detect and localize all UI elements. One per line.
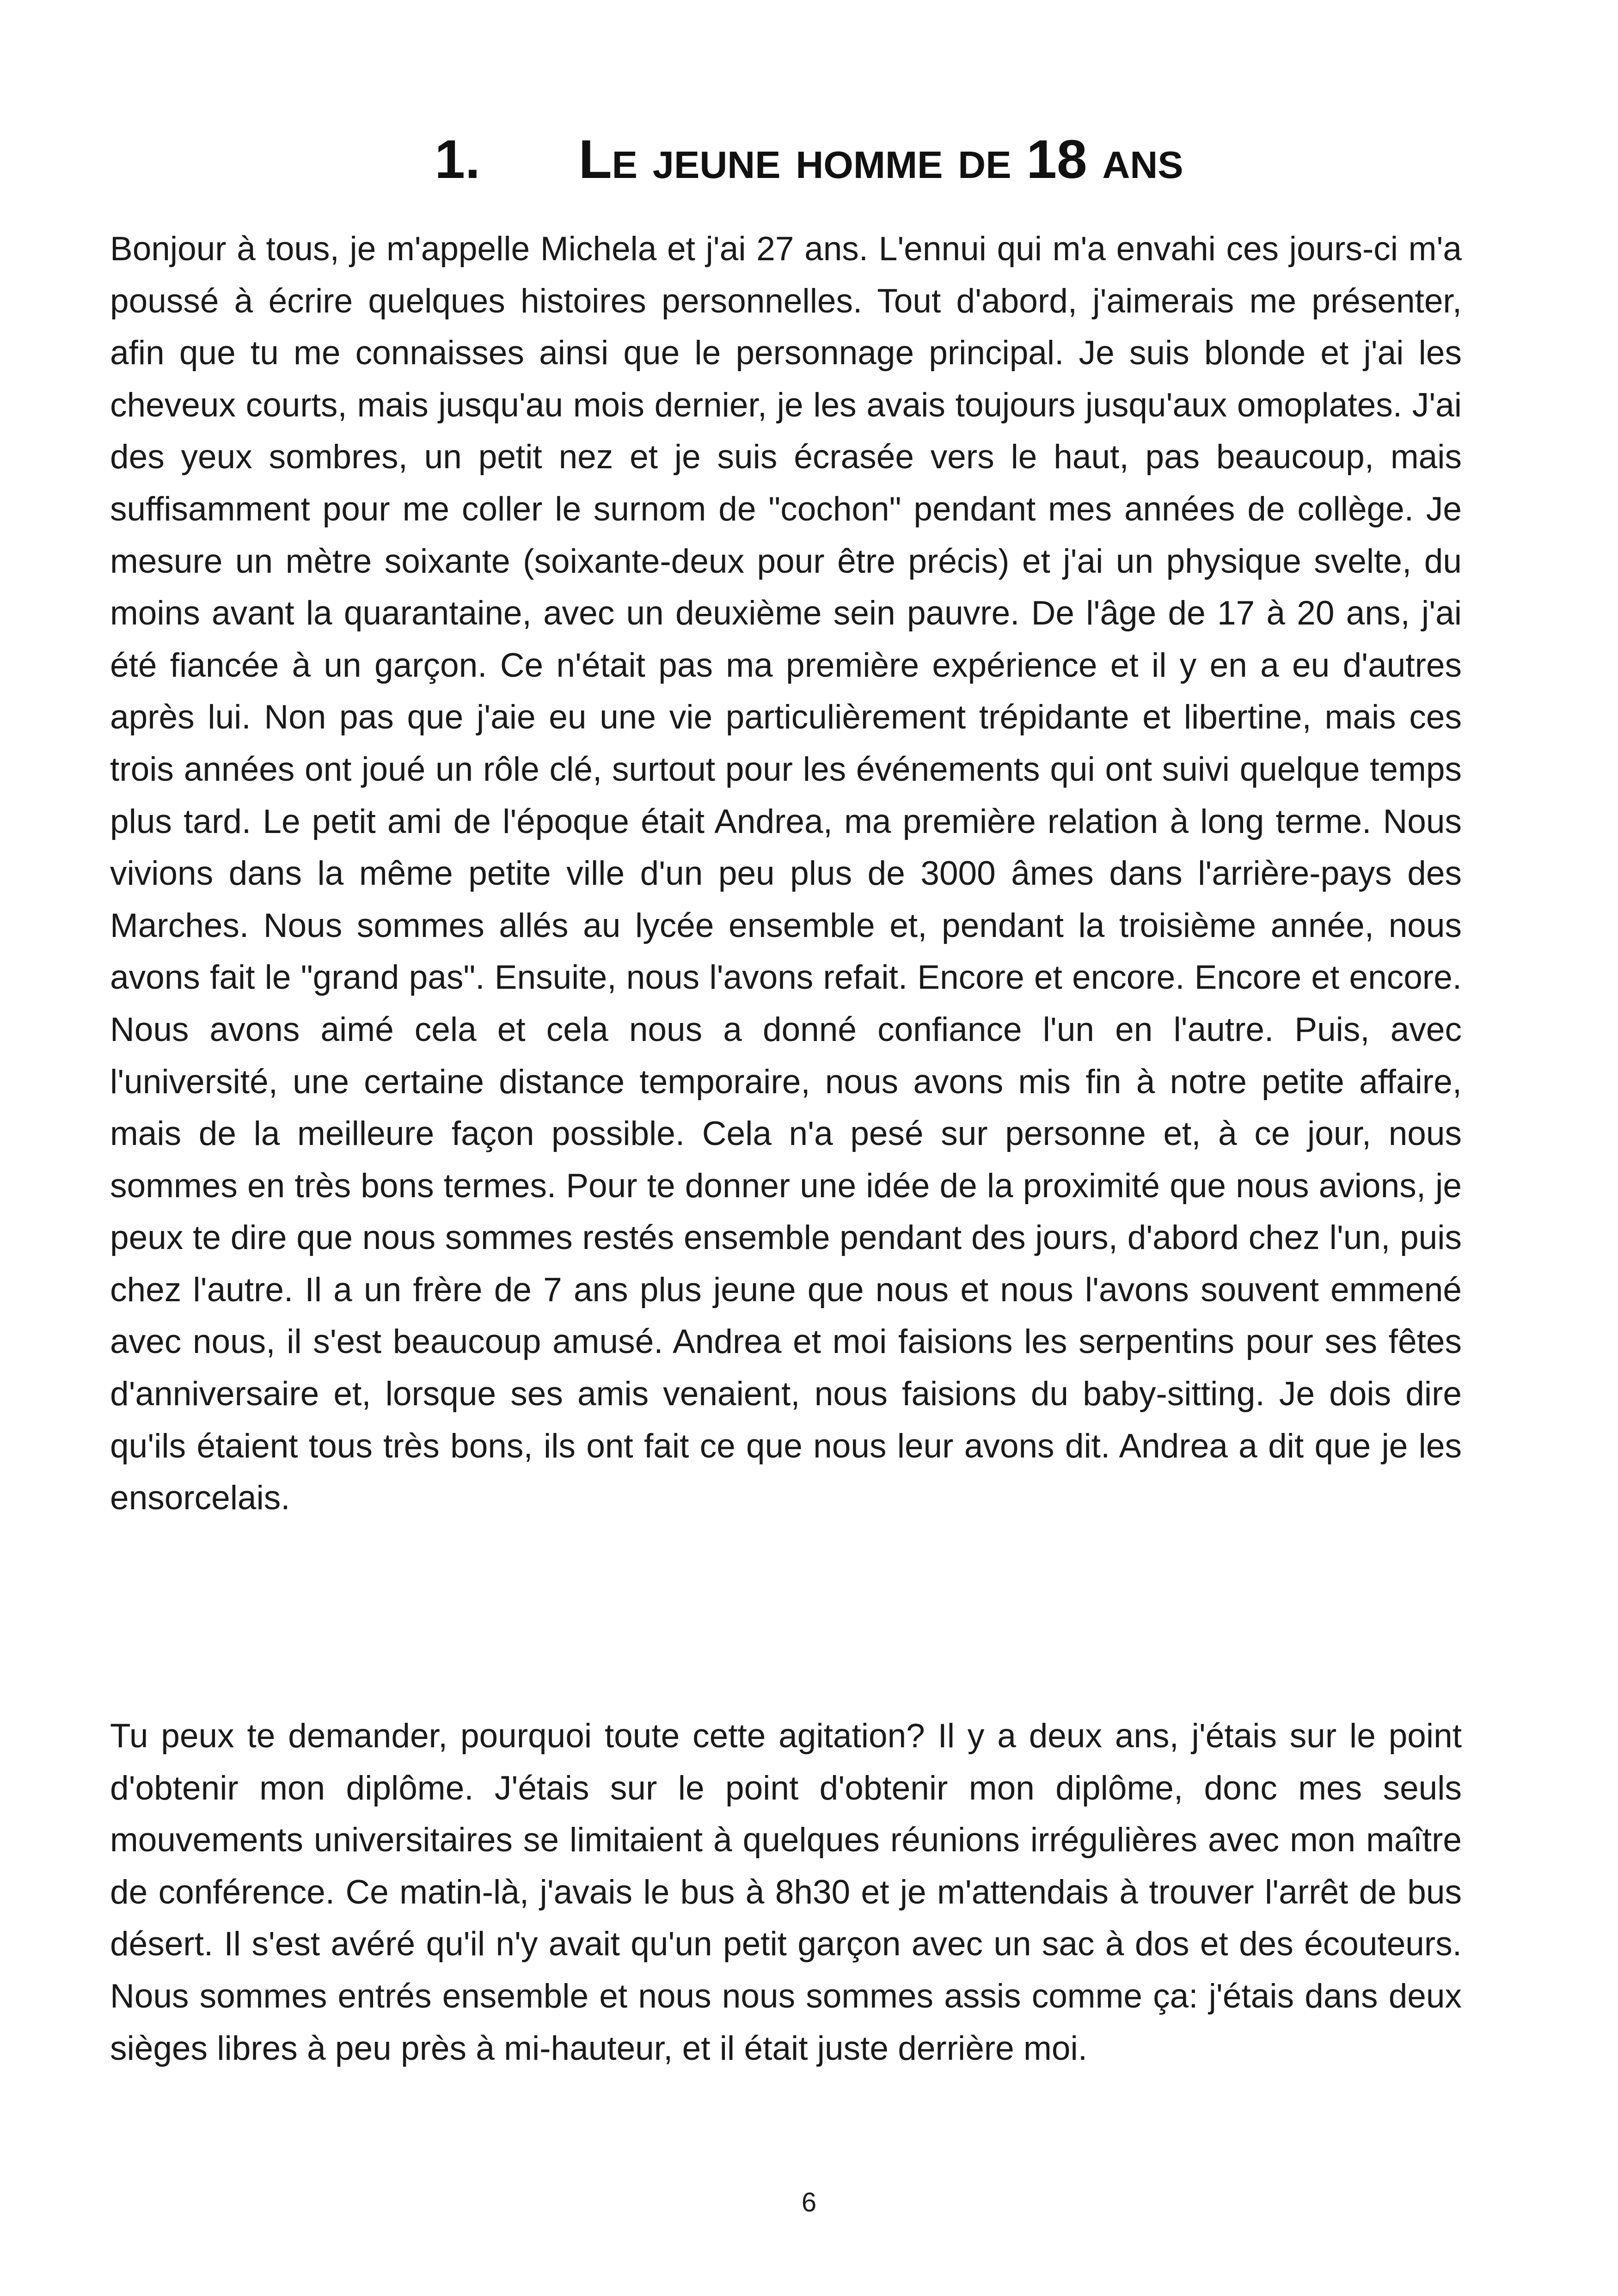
page-number: 6 — [801, 2187, 817, 2217]
body-paragraph-2: Tu peux te demander, pourquoi toute cette agitation? Il y a deux ans, j'étais sur le point d'obtenir mon diplôme. J'étais sur le point d'obtenir mon diplôme, donc mes seuls mouvements universitaires se limitaient à quelques réunions irrégulières avec mon maître de conférence. Ce matin-là, j'avais le bus à 8h30 et je m'attendais à trouver l'arrêt de bus désert. Il s'est avéré qu'il n'y avait qu'un petit garçon avec un sac à dos et des écouteurs. Nous sommes entrés ensemble et nous nous sommes assis comme ça: j'étais dans deux sièges libres à peu près à mi-hauteur, et il était juste derrière moi. — [110, 1717, 1462, 2067]
chapter-heading — [0, 122, 1618, 196]
chapter-title: Le jeune homme de 18 ans — [578, 129, 1183, 190]
chapter-number: 1. — [435, 129, 480, 190]
body-paragraph-1: Bonjour à tous, je m'appelle Michela et j'ai 27 ans. L'ennui qui m'a envahi ces jours-ci m'a poussé à écrire quelques histoires personnelles. Tout d'abord, j'aimerais me présenter, afin que tu me connaisses ainsi que le personnage principal. Je suis blonde et j'ai les cheveux courts, mais jusqu'au mois dernier, je les avais toujours jusqu'aux omoplates. J'ai des yeux sombres, un petit nez et je suis écrasée vers le haut, pas beaucoup, mais suffisamment pour me coller le surnom de "cochon" pendant mes années de collège. Je mesure un mètre soixante (soixante-deux pour être précis) et j'ai un physique svelte, du moins avant la quarantaine, avec un deuxième sein pauvre. De l'âge de 17 à 20 ans, j'ai été fiancée à un garçon. Ce n'était pas ma première expérience et il y en a eu d'autres après lui. Non pas que j'aie eu une vie particulièrement trépidante et libertine, mais ces trois années ont joué un rôle clé, surtout pour les événements qui ont suivi quelque temps plus tard. Le petit ami de l'époque était Andrea, ma première relation à long terme. Nous vivions dans la même petite ville d'un peu plus de 3000 âmes dans l'arrière-pays des Marches. Nous sommes allés au lycée ensemble et, pendant la troisième année, nous avons fait le "grand pas". Ensuite, nous l'avons refait. Encore et encore. Encore et encore. Nous avons aimé cela et cela nous a donné confiance l'un en l'autre. Puis, avec l'université, une certaine distance temporaire, nous avons mis fin à notre petite affaire, mais de la meilleure façon possible. Cela n'a pesé sur personne et, à ce jour, nous sommes en très bons termes. Pour te donner une idée de la proximité que nous avions, je peux te dire que nous sommes restés ensemble pendant des jours, d'abord chez l'un, puis chez l'autre. Il a un frère de 7 ans plus jeune que nous et nous l'avons souvent emmené avec nous, il s'est beaucoup amusé. Andrea et moi faisions les serpentins pour ses fêtes d'anniversaire et, lorsque ses amis venaient, nous faisions du baby-sitting. Je dois dire qu'ils étaient tous très bons, ils ont fait ce que nous leur avons dit. Andrea a dit que je les ensorcelais. — [110, 230, 1462, 1517]
